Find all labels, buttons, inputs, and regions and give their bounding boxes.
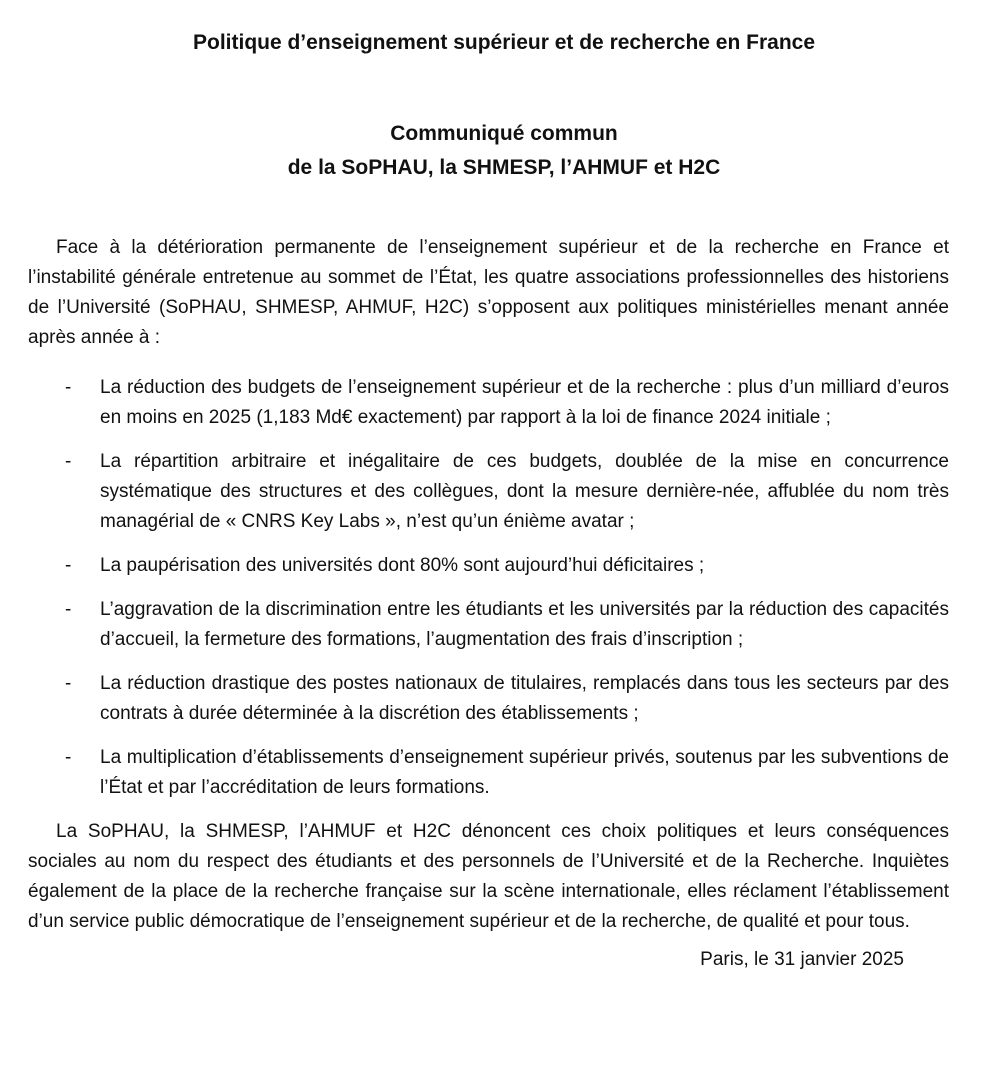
bullet-marker: - xyxy=(65,599,72,620)
bullet-item-etablissements-prives xyxy=(28,743,949,803)
subtitle-line-1: Communiqué commun xyxy=(390,122,618,145)
bullet-item-postes xyxy=(28,669,949,729)
bullet-text: La réduction des budgets de l’enseignement supérieur et de la recherche : plus d’un milliard d’euros en moins en 2025 (1,183 Md€ exactement) par rapport à la loi de finance 2024 initiale ; xyxy=(100,377,949,428)
bullet-item-pauperisation xyxy=(28,551,949,581)
document-title: Politique d’enseignement supérieur et de recherche en France xyxy=(192,31,816,54)
bullet-marker: - xyxy=(65,377,72,398)
document-subtitle xyxy=(0,117,1008,185)
dateline: Paris, le 31 janvier 2025 xyxy=(700,949,904,970)
bullet-marker: - xyxy=(65,555,72,576)
bullet-text: La répartition arbitraire et inégalitaire de ces budgets, doublée de la mise en concurrence systématique des structures et des collègues, dont la mesure dernière-née, affublée du nom très managérial de « CNRS Key Labs », n’est qu’un énième avatar ; xyxy=(100,451,949,532)
bullet-item-discrimination xyxy=(28,595,949,655)
bullet-marker: - xyxy=(65,747,72,768)
document-body xyxy=(28,233,949,975)
intro-paragraph: Face à la détérioration permanente de l’enseignement supérieur et de la recherche en France et l’instabilité générale entretenue au sommet de l’État, les quatre associations professionnelles des historiens de l’Université (SoPHAU, SHMESP, AHMUF, H2C) s’opposent aux politiques ministérielles menant année après année à : xyxy=(28,237,949,348)
bullet-marker: - xyxy=(65,673,72,694)
bullet-item-repartition xyxy=(28,447,949,537)
conclusion-paragraph: La SoPHAU, la SHMESP, l’AHMUF et H2C dénoncent ces choix politiques et leurs conséquences sociales au nom du respect des étudiants et des personnels de l’Université et de la Recherche. Inquiètes également de la place de la recherche française sur la scène internationale, elles réclament l’établissement d’un service public démocratique de l’enseignement supérieur et de la recherche, de qualité et pour tous. xyxy=(28,821,949,932)
bullet-text: L’aggravation de la discrimination entre les étudiants et les universités par la réduction des capacités d’accueil, la fermeture des formations, l’augmentation des frais d’inscription ; xyxy=(100,599,949,650)
bullet-item-budgets xyxy=(28,373,949,433)
bullet-marker: - xyxy=(65,451,72,472)
bullet-list xyxy=(28,373,949,803)
bullet-text: La réduction drastique des postes nationaux de titulaires, remplacés dans tous les secteurs par des contrats à durée déterminée à la discrétion des établissements ; xyxy=(100,673,949,724)
bullet-text: La paupérisation des universités dont 80% sont aujourd’hui déficitaires ; xyxy=(100,555,705,576)
bullet-text: La multiplication d’établissements d’enseignement supérieur privés, soutenus par les subventions de l’État et par l’accréditation de leurs formations. xyxy=(100,747,949,798)
subtitle-line-2: de la SoPHAU, la SHMESP, l’AHMUF et H2C xyxy=(287,156,721,179)
